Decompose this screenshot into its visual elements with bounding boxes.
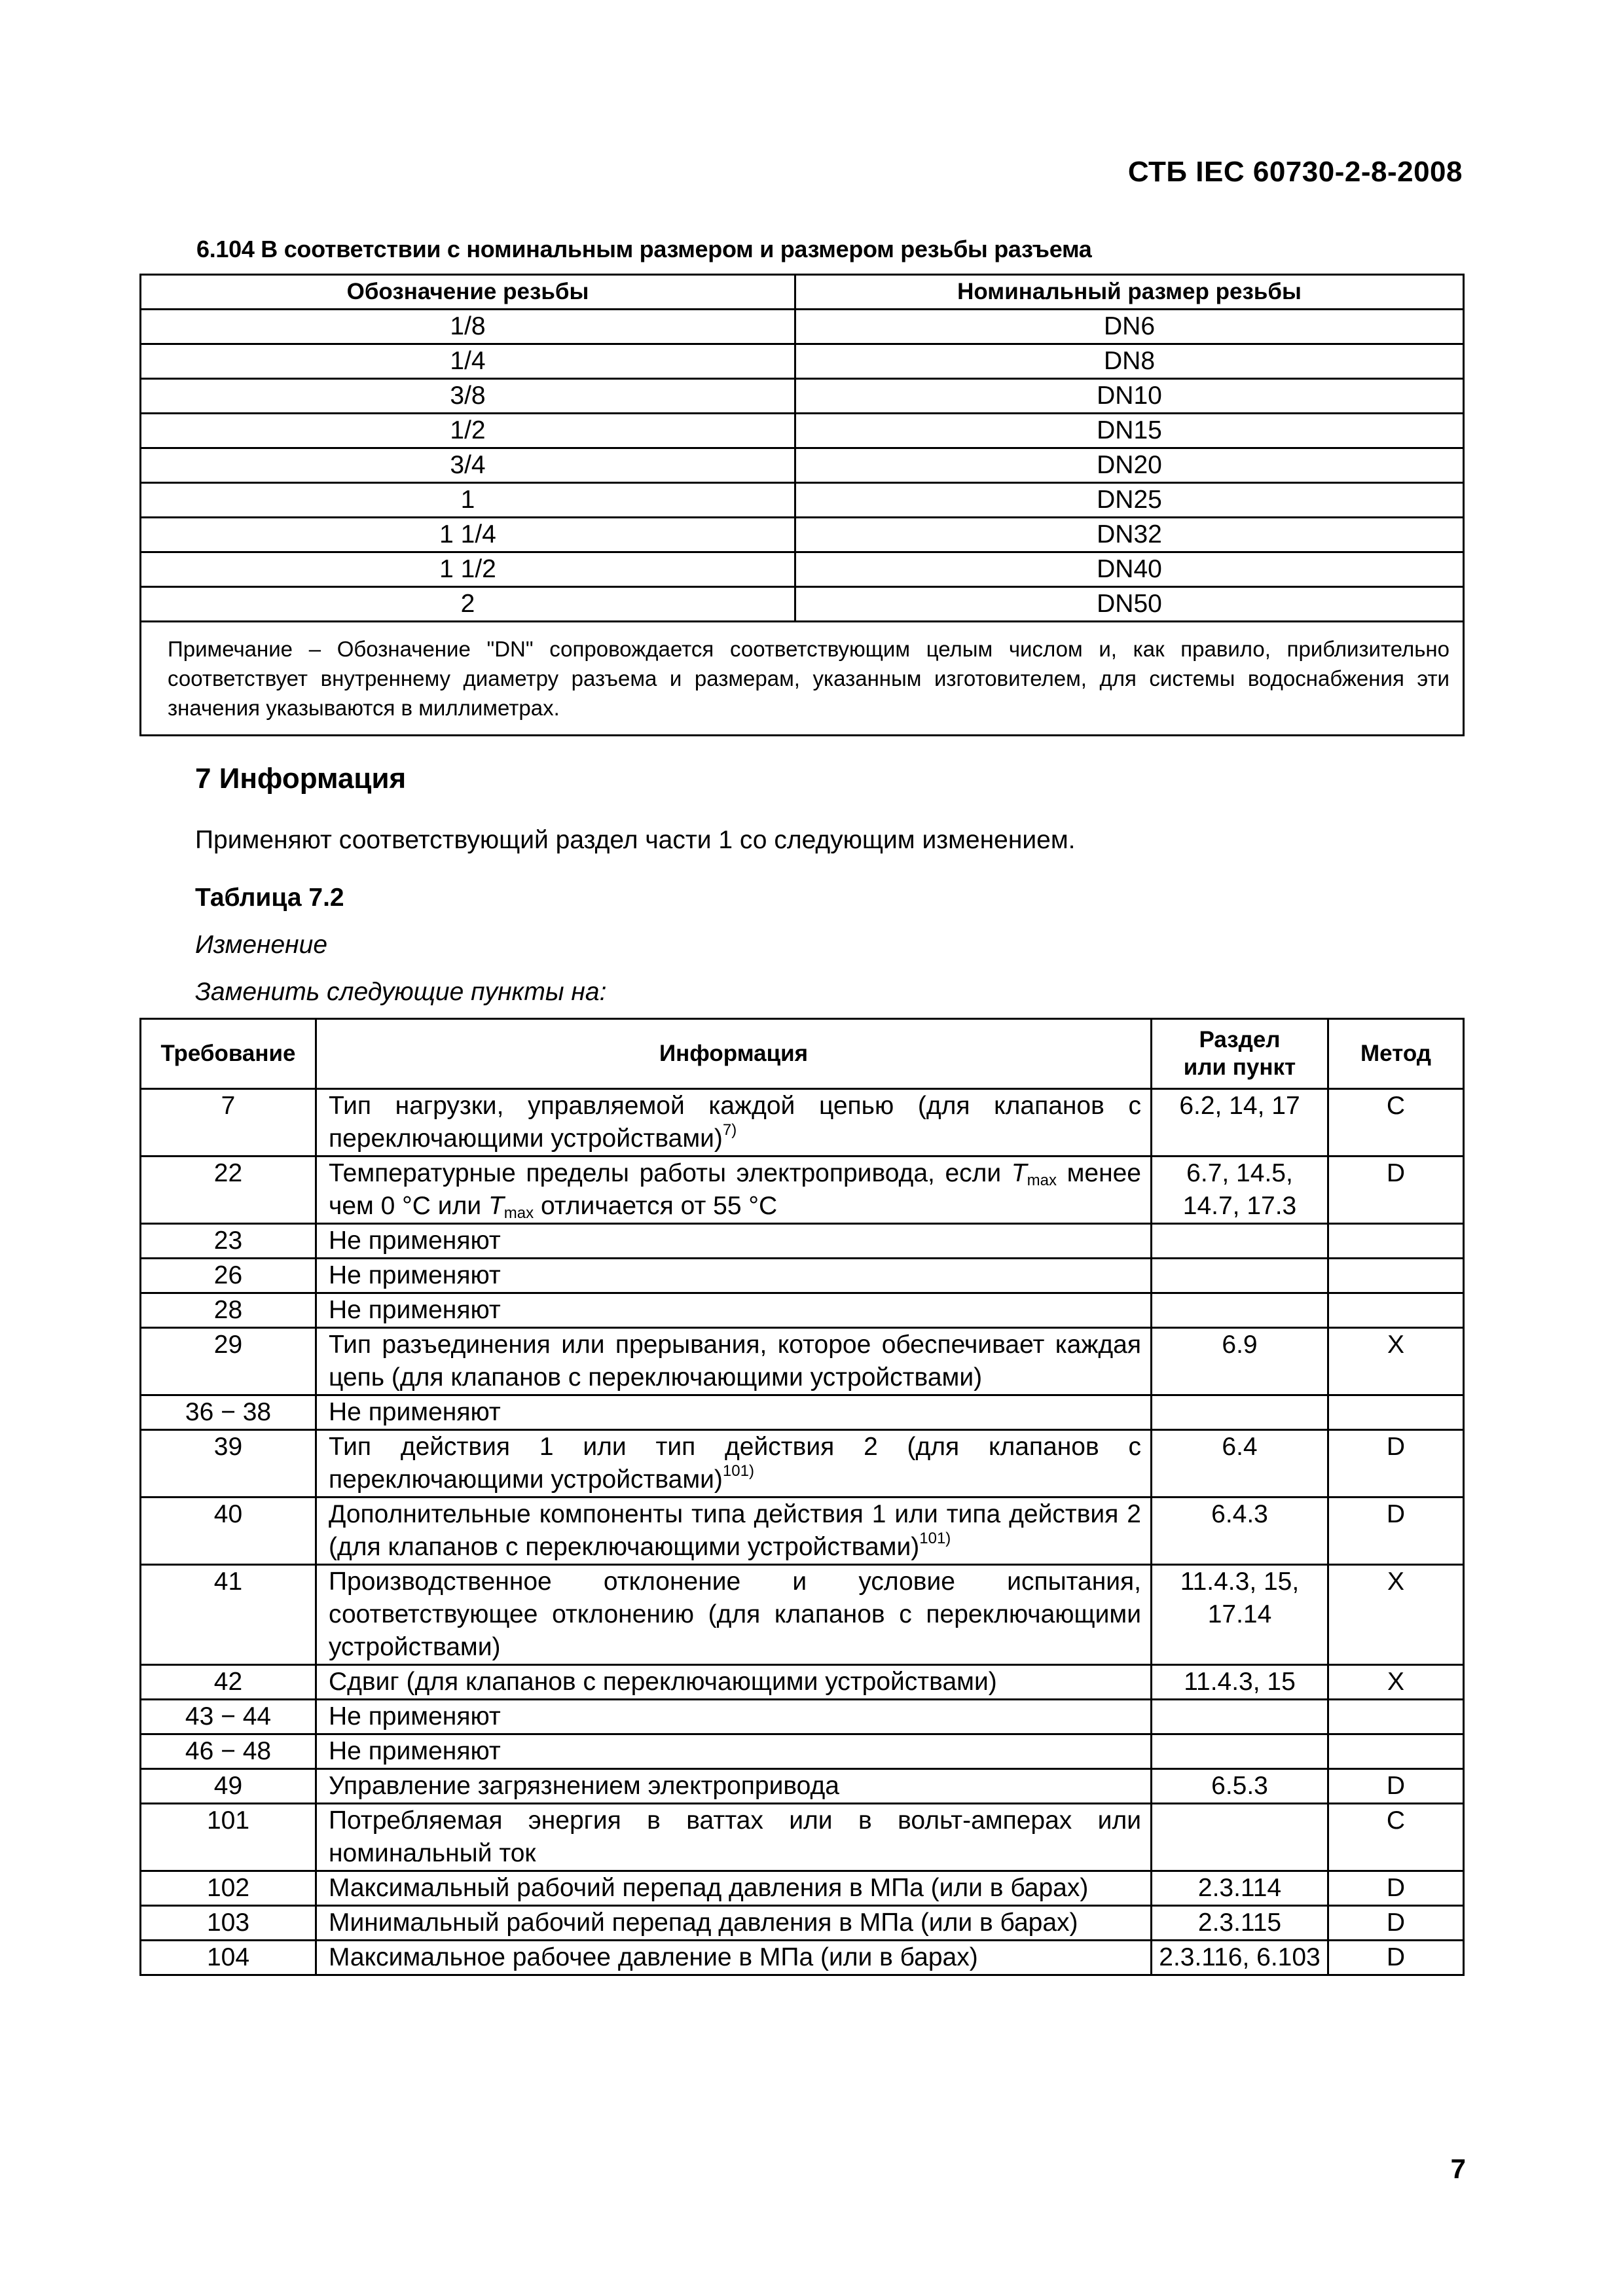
method-cell: D xyxy=(1328,1871,1464,1906)
tmax-symbol: T xyxy=(1011,1159,1027,1187)
nominal-size: DN32 xyxy=(795,518,1464,552)
thread-designation: 1 1/2 xyxy=(141,552,795,587)
nominal-size-header: Номинальный размер резьбы xyxy=(795,275,1464,310)
information-cell xyxy=(316,1328,1152,1395)
section-cell: 6.2, 14, 17 xyxy=(1152,1089,1328,1157)
thread-designation: 3/8 xyxy=(141,379,795,414)
change-label: Изменение xyxy=(195,931,328,959)
section-cell: 6.5.3 xyxy=(1152,1769,1328,1804)
info-row xyxy=(141,1293,1464,1328)
requirement-header: Требование xyxy=(141,1019,316,1089)
thread-designation: 3/4 xyxy=(141,448,795,483)
section-cell: 6.7, 14.5, 14.7, 17.3 xyxy=(1152,1157,1328,1224)
thread-table-note: Примечание – Обозначение "DN" сопровождается соответствующим целым числом и, как правило, приблизительно соответствует внутреннему диаметру разъема и размерам, указанным изготовителем, для системы водоснабжения эти значения указываются в миллиметрах. xyxy=(141,622,1464,736)
thread-row xyxy=(141,518,1464,552)
requirement-cell: 28 xyxy=(141,1293,316,1328)
info-text: Максимальный рабочий перепад давления в МПа (или в барах) xyxy=(329,1874,1089,1902)
info-row xyxy=(141,1769,1464,1804)
thread-row xyxy=(141,414,1464,448)
information-cell xyxy=(316,1395,1152,1430)
method-cell: C xyxy=(1328,1804,1464,1871)
method-header: Метод xyxy=(1328,1019,1464,1089)
thread-designation: 1 xyxy=(141,483,795,518)
footnote-ref: 101) xyxy=(919,1530,951,1547)
information-table-7-2 xyxy=(139,1018,1465,1976)
nominal-size: DN8 xyxy=(795,344,1464,379)
thread-note-row xyxy=(141,622,1464,736)
information-cell xyxy=(316,1906,1152,1941)
requirement-cell: 104 xyxy=(141,1941,316,1975)
nominal-size: DN25 xyxy=(795,483,1464,518)
information-cell xyxy=(316,1804,1152,1871)
info-text-b: менее чем 0 °С или xyxy=(329,1159,1141,1220)
info-row xyxy=(141,1328,1464,1395)
info-row xyxy=(141,1906,1464,1941)
thread-designation-header: Обозначение резьбы xyxy=(141,275,795,310)
info-row xyxy=(141,1259,1464,1293)
thread-designation: 2 xyxy=(141,587,795,622)
info-text-a: Температурные пределы работы электропривода, если xyxy=(329,1159,1012,1187)
method-cell: D xyxy=(1328,1157,1464,1224)
method-cell xyxy=(1328,1395,1464,1430)
section-cell: 2.3.116, 6.103 xyxy=(1152,1941,1328,1975)
information-cell xyxy=(316,1769,1152,1804)
info-text: Потребляемая энергия в ваттах или в вольт-амперах или номинальный ток xyxy=(329,1806,1141,1867)
section-7-heading: 7 Информация xyxy=(195,762,407,795)
information-cell xyxy=(316,1734,1152,1769)
requirement-cell: 46 − 48 xyxy=(141,1734,316,1769)
method-cell: D xyxy=(1328,1906,1464,1941)
thread-row xyxy=(141,310,1464,344)
nominal-size: DN15 xyxy=(795,414,1464,448)
requirement-cell: 29 xyxy=(141,1328,316,1395)
info-table-header-row xyxy=(141,1019,1464,1089)
method-cell: D xyxy=(1328,1498,1464,1565)
requirement-cell: 42 xyxy=(141,1665,316,1700)
information-cell xyxy=(316,1565,1152,1665)
information-cell xyxy=(316,1224,1152,1259)
info-text: Тип разъединения или прерывания, которое обеспечивает каждая цепь (для клапанов с переключающими устройствами) xyxy=(329,1331,1141,1391)
method-cell xyxy=(1328,1259,1464,1293)
method-cell: D xyxy=(1328,1430,1464,1498)
clause-6-104-heading: 6.104 В соответствии с номинальным размером и размером резьбы разъема xyxy=(196,236,1092,262)
thread-row xyxy=(141,483,1464,518)
info-text: Не применяют xyxy=(329,1296,501,1324)
method-cell xyxy=(1328,1293,1464,1328)
thread-row xyxy=(141,379,1464,414)
info-text: Не применяют xyxy=(329,1702,501,1731)
requirement-cell: 103 xyxy=(141,1906,316,1941)
section-cell: 11.4.3, 15 xyxy=(1152,1665,1328,1700)
thread-row xyxy=(141,344,1464,379)
nominal-size: DN6 xyxy=(795,310,1464,344)
requirement-cell: 102 xyxy=(141,1871,316,1906)
info-table-body xyxy=(141,1089,1464,1975)
info-row xyxy=(141,1224,1464,1259)
info-row xyxy=(141,1804,1464,1871)
method-cell: D xyxy=(1328,1941,1464,1975)
method-cell: D xyxy=(1328,1769,1464,1804)
section-cell xyxy=(1152,1259,1328,1293)
section-7-apply-text: Применяют соответствующий раздел части 1 со следующим изменением. xyxy=(195,826,1076,854)
method-cell: X xyxy=(1328,1328,1464,1395)
info-text: Тип действия 1 или тип действия 2 (для клапанов с переключающими устройствами) xyxy=(329,1433,1141,1494)
thread-designation: 1 1/4 xyxy=(141,518,795,552)
information-cell xyxy=(316,1430,1152,1498)
requirement-cell: 39 xyxy=(141,1430,316,1498)
section-header xyxy=(1152,1019,1328,1089)
info-row xyxy=(141,1665,1464,1700)
information-cell xyxy=(316,1259,1152,1293)
info-text: Минимальный рабочий перепад давления в МПа (или в барах) xyxy=(329,1909,1078,1937)
info-text: Не применяют xyxy=(329,1398,501,1426)
requirement-cell: 7 xyxy=(141,1089,316,1157)
section-cell xyxy=(1152,1700,1328,1734)
information-cell xyxy=(316,1665,1152,1700)
information-cell xyxy=(316,1157,1152,1224)
info-row xyxy=(141,1565,1464,1665)
section-cell xyxy=(1152,1293,1328,1328)
thread-designation: 1/2 xyxy=(141,414,795,448)
tmax-symbol: T xyxy=(488,1192,504,1220)
method-cell: C xyxy=(1328,1089,1464,1157)
info-row xyxy=(141,1157,1464,1224)
info-row xyxy=(141,1430,1464,1498)
information-cell xyxy=(316,1498,1152,1565)
thread-table-body xyxy=(141,310,1464,736)
info-row xyxy=(141,1734,1464,1769)
information-header: Информация xyxy=(316,1019,1152,1089)
requirement-cell: 22 xyxy=(141,1157,316,1224)
info-text: Производственное отклонение и условие испытания, соответствующее отклонению (для клапанов с переключающими устройствами) xyxy=(329,1568,1141,1661)
nominal-size: DN20 xyxy=(795,448,1464,483)
requirement-cell: 41 xyxy=(141,1565,316,1665)
info-text-c: отличается от 55 °С xyxy=(534,1192,778,1220)
section-header-line1: Раздел xyxy=(1199,1027,1281,1052)
thread-row xyxy=(141,587,1464,622)
nominal-size: DN10 xyxy=(795,379,1464,414)
info-row xyxy=(141,1941,1464,1975)
method-cell xyxy=(1328,1734,1464,1769)
standard-id-header: СТБ IEC 60730-2-8-2008 xyxy=(1127,156,1463,188)
page-number: 7 xyxy=(1450,2153,1466,2184)
method-cell xyxy=(1328,1700,1464,1734)
footnote-ref: 7) xyxy=(722,1121,737,1139)
section-header-line2: или пункт xyxy=(1183,1054,1296,1080)
tmax-subscript: max xyxy=(1027,1172,1057,1189)
requirement-cell: 49 xyxy=(141,1769,316,1804)
section-cell: 6.4.3 xyxy=(1152,1498,1328,1565)
section-cell xyxy=(1152,1804,1328,1871)
requirement-cell: 36 − 38 xyxy=(141,1395,316,1430)
section-cell: 11.4.3, 15, 17.14 xyxy=(1152,1565,1328,1665)
info-text: Не применяют xyxy=(329,1737,501,1765)
thread-size-table xyxy=(139,274,1465,736)
section-cell xyxy=(1152,1224,1328,1259)
information-cell xyxy=(316,1293,1152,1328)
requirement-cell: 43 − 44 xyxy=(141,1700,316,1734)
information-cell xyxy=(316,1700,1152,1734)
info-text: Сдвиг (для клапанов с переключающими устройствами) xyxy=(329,1668,997,1696)
info-row xyxy=(141,1498,1464,1565)
section-cell: 6.9 xyxy=(1152,1328,1328,1395)
thread-row xyxy=(141,448,1464,483)
info-text: Дополнительные компоненты типа действия 1 или типа действия 2 (для клапанов с переключающими устройствами) xyxy=(329,1500,1141,1561)
info-text: Максимальное рабочее давление в МПа (или в барах) xyxy=(329,1943,978,1971)
table-7-2-title: Таблица 7.2 xyxy=(195,884,344,912)
info-text: Тип нагрузки, управляемой каждой цепью (для клапанов с переключающими устройствами) xyxy=(329,1092,1141,1153)
thread-row xyxy=(141,552,1464,587)
info-row xyxy=(141,1089,1464,1157)
requirement-cell: 40 xyxy=(141,1498,316,1565)
info-row xyxy=(141,1395,1464,1430)
replace-label: Заменить следующие пункты на: xyxy=(195,978,607,1006)
section-cell: 6.4 xyxy=(1152,1430,1328,1498)
information-cell xyxy=(316,1871,1152,1906)
nominal-size: DN40 xyxy=(795,552,1464,587)
information-cell xyxy=(316,1089,1152,1157)
nominal-size: DN50 xyxy=(795,587,1464,622)
requirement-cell: 23 xyxy=(141,1224,316,1259)
footnote-ref: 101) xyxy=(722,1462,754,1480)
tmax-subscript: max xyxy=(503,1204,534,1222)
method-cell: X xyxy=(1328,1665,1464,1700)
section-cell: 2.3.114 xyxy=(1152,1871,1328,1906)
thread-designation: 1/4 xyxy=(141,344,795,379)
info-text: Не применяют xyxy=(329,1227,501,1255)
thread-table-header-row xyxy=(141,275,1464,310)
info-text: Не применяют xyxy=(329,1261,501,1289)
method-cell: X xyxy=(1328,1565,1464,1665)
section-cell: 2.3.115 xyxy=(1152,1906,1328,1941)
requirement-cell: 26 xyxy=(141,1259,316,1293)
info-row xyxy=(141,1871,1464,1906)
method-cell xyxy=(1328,1224,1464,1259)
info-text: Управление загрязнением электропривода xyxy=(329,1772,839,1800)
section-cell xyxy=(1152,1395,1328,1430)
info-row xyxy=(141,1700,1464,1734)
thread-designation: 1/8 xyxy=(141,310,795,344)
section-cell xyxy=(1152,1734,1328,1769)
requirement-cell: 101 xyxy=(141,1804,316,1871)
information-cell xyxy=(316,1941,1152,1975)
